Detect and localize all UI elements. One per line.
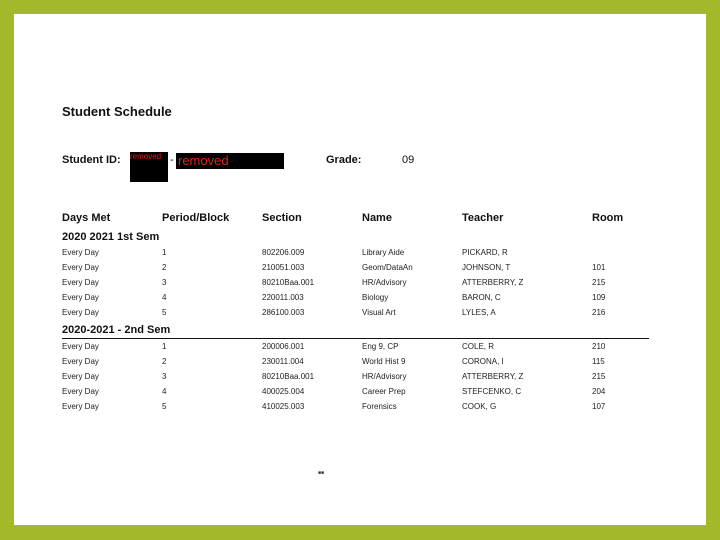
cell-period: 2 xyxy=(162,263,167,272)
cell-room: 216 xyxy=(592,308,606,317)
cell-course-name: Biology xyxy=(362,293,389,302)
cell-room: 215 xyxy=(592,278,606,287)
cell-period: 4 xyxy=(162,387,167,396)
cell-room: 107 xyxy=(592,402,606,411)
redaction-text-2: removed xyxy=(178,153,229,168)
cell-days-met: Every Day xyxy=(62,248,99,257)
cell-period: 1 xyxy=(162,248,167,257)
cell-days-met: Every Day xyxy=(62,278,99,287)
schedule-page xyxy=(14,14,706,525)
page-title: Student Schedule xyxy=(62,104,172,119)
cell-teacher: ATTERBERRY, Z xyxy=(462,278,524,287)
cell-period: 5 xyxy=(162,308,167,317)
footer-mark: ■■ xyxy=(318,470,325,476)
semester-divider xyxy=(62,338,649,339)
column-header-room: Room xyxy=(592,212,624,224)
student-id-label: Student ID: xyxy=(62,154,121,166)
cell-course-name: World Hist 9 xyxy=(362,357,406,366)
cell-teacher: PICKARD, R xyxy=(462,248,508,257)
cell-course-name: Eng 9, CP xyxy=(362,342,399,351)
cell-days-met: Every Day xyxy=(62,402,99,411)
column-header-teacher: Teacher xyxy=(462,212,504,224)
cell-period: 1 xyxy=(162,342,167,351)
cell-course-name: Library Aide xyxy=(362,248,405,257)
cell-room: 109 xyxy=(592,293,606,302)
cell-section: 80210Baa.001 xyxy=(262,372,315,381)
cell-days-met: Every Day xyxy=(62,263,99,272)
redaction-text-1: removed xyxy=(130,152,162,161)
cell-teacher: LYLES, A xyxy=(462,308,496,317)
column-header-name: Name xyxy=(362,212,392,224)
cell-section: 400025.004 xyxy=(262,387,305,396)
cell-teacher: COOK, G xyxy=(462,402,497,411)
cell-section: 286100.003 xyxy=(262,308,305,317)
cell-period: 3 xyxy=(162,278,167,287)
cell-room: 210 xyxy=(592,342,606,351)
semester-2-label: 2020-2021 - 2nd Sem xyxy=(62,324,171,336)
cell-teacher: CORONA, I xyxy=(462,357,504,366)
cell-period: 2 xyxy=(162,357,167,366)
cell-teacher: BARON, C xyxy=(462,293,501,302)
cell-teacher: STEFCENKO, C xyxy=(462,387,522,396)
cell-teacher: COLE, R xyxy=(462,342,495,351)
student-id-redaction-bar xyxy=(176,153,284,169)
cell-section: 230011.004 xyxy=(262,357,304,366)
cell-teacher: JOHNSON, T xyxy=(462,263,511,272)
cell-days-met: Every Day xyxy=(62,357,99,366)
cell-section: 210051.003 xyxy=(262,263,305,272)
column-header-period: Period/Block xyxy=(162,212,230,224)
cell-room: 115 xyxy=(592,357,605,366)
cell-course-name: Career Prep xyxy=(362,387,406,396)
cell-teacher: ATTERBERRY, Z xyxy=(462,372,524,381)
cell-course-name: Forensics xyxy=(362,402,397,411)
cell-days-met: Every Day xyxy=(62,293,99,302)
cell-period: 3 xyxy=(162,372,167,381)
cell-section: 220011.003 xyxy=(262,293,304,302)
cell-section: 410025.003 xyxy=(262,402,305,411)
cell-room: 101 xyxy=(592,263,606,272)
cell-days-met: Every Day xyxy=(62,387,99,396)
cell-course-name: HR/Advisory xyxy=(362,372,407,381)
grade-label: Grade: xyxy=(326,154,362,166)
student-id-redaction-box xyxy=(130,152,168,182)
cell-section: 200006.001 xyxy=(262,342,305,351)
cell-course-name: Geom/DataAn xyxy=(362,263,413,272)
cell-section: 80210Baa.001 xyxy=(262,278,315,287)
cell-section: 802206.009 xyxy=(262,248,305,257)
cell-period: 5 xyxy=(162,402,167,411)
semester-1-label: 2020 2021 1st Sem xyxy=(62,231,160,243)
cell-days-met: Every Day xyxy=(62,372,99,381)
student-id-separator: - xyxy=(170,154,174,166)
column-header-days-met: Days Met xyxy=(62,212,111,224)
cell-days-met: Every Day xyxy=(62,342,99,351)
cell-room: 204 xyxy=(592,387,606,396)
cell-course-name: HR/Advisory xyxy=(362,278,407,287)
cell-days-met: Every Day xyxy=(62,308,99,317)
cell-course-name: Visual Art xyxy=(362,308,396,317)
column-header-section: Section xyxy=(262,212,302,224)
cell-room: 215 xyxy=(592,372,606,381)
cell-period: 4 xyxy=(162,293,167,302)
grade-value: 09 xyxy=(402,154,415,166)
